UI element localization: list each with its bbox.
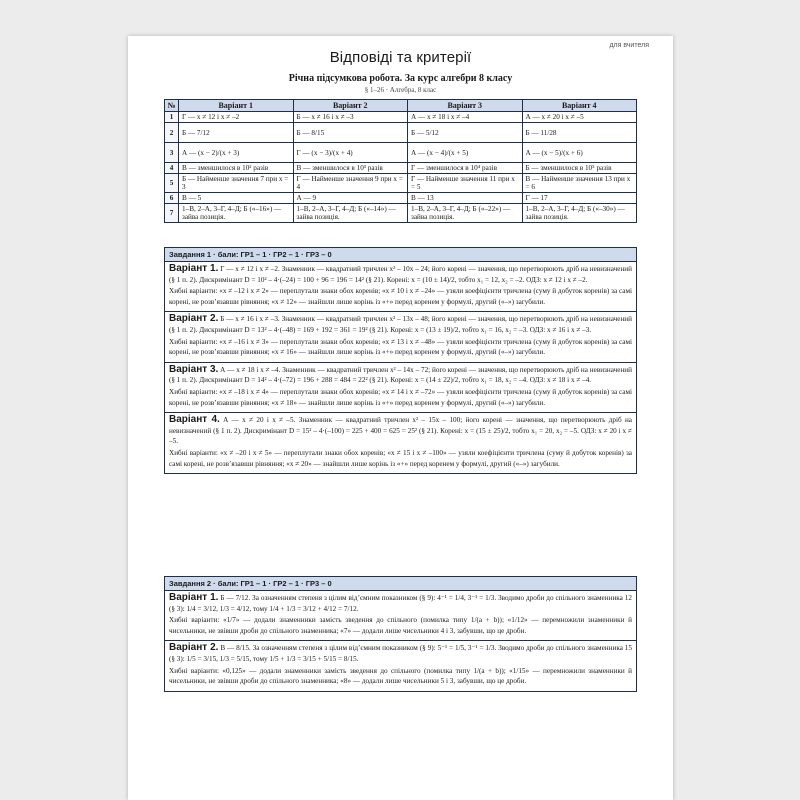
- variant-solution: А — x ≠ 18 і x ≠ –4. Знаменник — квадратний тричлен x² – 14x – 72; його корені — значення, що перетворюють дріб на невизначений (§ 1 п. 2). Дискримінант D = 14² – 4·(–72) = 196 + 288 = 484 = 22² (§ 21). Корені: x = (14 ± 22)/2, тобто x₁ = 18, x₂ = –4. ОДЗ: x ≠ 18 і x ≠ –4.: [169, 365, 632, 385]
- task-1-variant-2: [165, 312, 636, 362]
- table-cell: 1–В, 2–А, 3–Г, 4–Д; Б («–14») — зайва позиція.: [293, 204, 408, 223]
- wrong-options-note: Хибні варіанти: «x ≠ –20 і x ≠ 5» — переплутали знаки обох коренів; «x ≠ 15 і x ≠ –100» — узяли коефіцієнти тричлена (суму й добуток коренів) за самі корені, не розв’язавши рівняння; «x ≠ 20» — знайшли лише корінь із «+» перед коренем у формулі, другий («–») загубили.: [169, 448, 632, 468]
- wrong-options-note: Хибні варіанти: «x ≠ –12 і x ≠ 2» — переплутали знаки обох коренів; «x ≠ 10 і x ≠ –24» — узяли коефіцієнти тричлена (суму й добуток коренів) за самі корені, не розв’язавши рівняння; «x ≠ 12» — знайшли лише корінь із «+» перед коренем у формулі, другий («–») загубили.: [169, 287, 632, 306]
- table-cell: В — 5: [179, 193, 294, 204]
- variant-label: Варіант 3.: [169, 363, 219, 375]
- variant-label: Варіант 2.: [169, 642, 219, 654]
- table-cell: Б — 8/15: [293, 123, 408, 143]
- table-row: [165, 174, 637, 193]
- audience-note: для вчителя: [609, 42, 649, 49]
- table-cell: 1–В, 2–А, 3–Г, 4–Д; Б («–30») — зайва позиція.: [522, 204, 637, 223]
- task-2-heading: Завдання 2 · бали: ГР1 – 1 · ГР2 – 1 · ГР3 – 0: [165, 577, 636, 591]
- table-cell: А — (x − 4)/(x + 5): [408, 143, 523, 163]
- wrong-options-note: Хибні варіанти: «1/7» — додали знаменники замість зведення до спільного (помилка типу 1/(a + b)); «1/12» — перемножили знаменники й чисельники, не звівши дроби до спільного знаменника; «7» — додали лише чисельники 4 і 3, забувши, що це дроби.: [169, 616, 632, 635]
- table-row: [165, 143, 637, 163]
- variant-label: Варіант 4.: [169, 414, 220, 426]
- variant-solution: Г — x ≠ 12 і x ≠ –2. Знаменник — квадратний тричлен x² – 10x – 24; його корені — значення, що перетворюють дріб на невизначений (§ 1 п. 2). Дискримінант D = 10² – 4·(–24) = 100 + 96 = 196 = 14² (§ 21). Корені: x = (10 ± 14)/2, тобто x₁ = 12, x₂ = –2. ОДЗ: x ≠ 12 і x ≠ –2.: [169, 265, 632, 284]
- table-cell: В — Найменше значення 13 при x = 6: [522, 174, 637, 193]
- worksheet-page: [128, 36, 673, 800]
- table-cell: Б — зменшилося в 10⁵ разів: [522, 163, 637, 174]
- variant-solution: В — 8/15. За означенням степеня з цілим від’ємним показником (§ 9): 5⁻¹ = 1/5, 3⁻¹ = 1/3. Зводимо дроби до спільного знаменника 15 (§ 3): 1/5 = 3/15, 1/3 = 5/15, тому 1/5 + 1/3 = 3/15 + 5/15 = 8/15.: [169, 644, 632, 663]
- table-cell: В — зменшилося в 10³ разів: [293, 163, 408, 174]
- task-2-variant-2: [165, 641, 636, 690]
- row-number: 7: [165, 204, 179, 223]
- table-cell: Г — (x − 3)/(x + 4): [293, 143, 408, 163]
- variant-solution: Б — 7/12. За означенням степеня з цілим від’ємним показником (§ 9): 4⁻¹ = 1/4, 3⁻¹ = 1/3. Зводимо дроби до спільного знаменника 12 (§ 3): 1/4 = 3/12, 1/3 = 4/12, тому 1/4 + 1/3 = 3/12 + 4/12 = 7/12.: [169, 594, 632, 613]
- table-cell: А — x ≠ 18 і x ≠ –4: [408, 112, 523, 123]
- table-cell: В — зменшилося в 10² разів: [179, 163, 294, 174]
- col-variant-2: Варіант 2: [293, 100, 408, 112]
- variant-label: Варіант 2.: [169, 313, 219, 325]
- topic-line: § 1–26 · Алгебра, 8 клас: [364, 86, 437, 94]
- table-cell: Г — x ≠ 12 і x ≠ –2: [179, 112, 294, 123]
- variant-solution: Б — x ≠ 16 і x ≠ –3. Знаменник — квадратний тричлен x² – 13x – 48; його корені — значення, що перетворюють дріб на невизначений (§ 1 п. 2). Дискримінант D = 13² – 4·(–48) = 169 + 192 = 361 = 19² (§ 21). Корені: x = (13 ± 19)/2, тобто x₁ = 16, x₂ = –3. ОДЗ: x ≠ 16 і x ≠ –3.: [169, 315, 632, 334]
- task-1-variant-4: [165, 413, 636, 473]
- table-cell: Б — 7/12: [179, 123, 294, 143]
- task-2-variant-1: [165, 591, 636, 641]
- row-number: 5: [165, 174, 179, 193]
- table-row: [165, 204, 637, 223]
- answers-table-header: [165, 100, 637, 112]
- wrong-options-note: Хибні варіанти: «0,125» — додали знаменники замість зведення до спільного (помилка типу 1/(a + b)); «1/15» — перемножили знаменники й чисельники, не звівши дроби до спільного знаменника; «8» — додали лише чисельники 5 і 3, забувши, що це дроби.: [169, 666, 632, 686]
- table-cell: А — (x − 5)/(x + 6): [522, 143, 637, 163]
- answers-table: [164, 99, 637, 223]
- variant-solution: А — x ≠ 20 і x ≠ –5. Знаменник — квадратний тричлен x² – 15x – 100; його корені — значення, що перетворюють дріб на невизначений (§ 1 п. 2). Дискримінант D = 15² – 4·(–100) = 225 + 400 = 625 = 25² (§ 21). Корені: x = (15 ± 25)/2, тобто x₁ = 20, x₂ = –5. ОДЗ: x ≠ 20 і x ≠ –5.: [169, 416, 632, 446]
- table-cell: Б — x ≠ 16 і x ≠ –3: [293, 112, 408, 123]
- table-row: [165, 163, 637, 174]
- task-1-variant-1: [165, 262, 636, 312]
- table-cell: Г — Найменше значення 9 при x = 4: [293, 174, 408, 193]
- col-variant-4: Варіант 4: [522, 100, 637, 112]
- table-cell: В — 13: [408, 193, 523, 204]
- table-cell: А — x ≠ 20 і x ≠ –5: [522, 112, 637, 123]
- variant-label: Варіант 1.: [169, 592, 219, 603]
- row-number: 3: [165, 143, 179, 163]
- table-cell: Г — 17: [522, 193, 637, 204]
- table-cell: А — 9: [293, 193, 408, 204]
- table-cell: Б — 11/28: [522, 123, 637, 143]
- task-1-variant-3: [165, 363, 636, 413]
- row-number: 1: [165, 112, 179, 123]
- variant-label: Варіант 1.: [169, 263, 219, 274]
- table-cell: Г — зменшилося в 10⁴ разів: [408, 163, 523, 174]
- row-number: 2: [165, 123, 179, 143]
- col-variant-3: Варіант 3: [408, 100, 523, 112]
- table-row: [165, 123, 637, 143]
- col-variant-1: Варіант 1: [179, 100, 294, 112]
- col-number: №: [165, 100, 179, 112]
- table-cell: 1–В, 2–А, 3–Г, 4–Д; Б («–22») — зайва позиція.: [408, 204, 523, 223]
- wrong-options-note: Хибні варіанти: «x ≠ –16 і x ≠ 3» — переплутали знаки обох коренів; «x ≠ 13 і x ≠ –48» — узяли коефіцієнти тричлена (суму й добуток коренів) за самі корені, не розв’язавши рівняння; «x ≠ 16» — знайшли лише корінь із «+» перед коренем у формулі, другий («–») загубили.: [169, 337, 632, 357]
- table-cell: 1–В, 2–А, 3–Г, 4–Д; Б («–16») — зайва позиція.: [179, 204, 294, 223]
- table-cell: А — (x − 2)/(x + 3): [179, 143, 294, 163]
- row-number: 6: [165, 193, 179, 204]
- page-title: Відповіді та критерії: [329, 49, 472, 66]
- wrong-options-note: Хибні варіанти: «x ≠ –18 і x ≠ 4» — переплутали знаки обох коренів; «x ≠ 14 і x ≠ –72» — узяли коефіцієнти тричлена (суму й добуток коренів) за самі корені, не розв’язавши рівняння; «x ≠ 18» — знайшли лише корінь із «+» перед коренем у формулі, другий («–») загубили.: [169, 387, 632, 407]
- table-cell: Б — 5/12: [408, 123, 523, 143]
- task-1-section: [164, 247, 637, 474]
- row-number: 4: [165, 163, 179, 174]
- task-2-section: [164, 576, 637, 692]
- page-subtitle: Річна підсумкова робота. За курс алгебри 8 класу: [288, 73, 513, 84]
- task-1-heading: Завдання 1 · бали: ГР1 – 1 · ГР2 – 1 · ГР3 – 0: [165, 248, 636, 262]
- table-cell: Б — Найменше значення 7 при x = 3: [179, 174, 294, 193]
- table-row: [165, 112, 637, 123]
- table-cell: Г — Найменше значення 11 при x = 5: [408, 174, 523, 193]
- table-row: [165, 193, 637, 204]
